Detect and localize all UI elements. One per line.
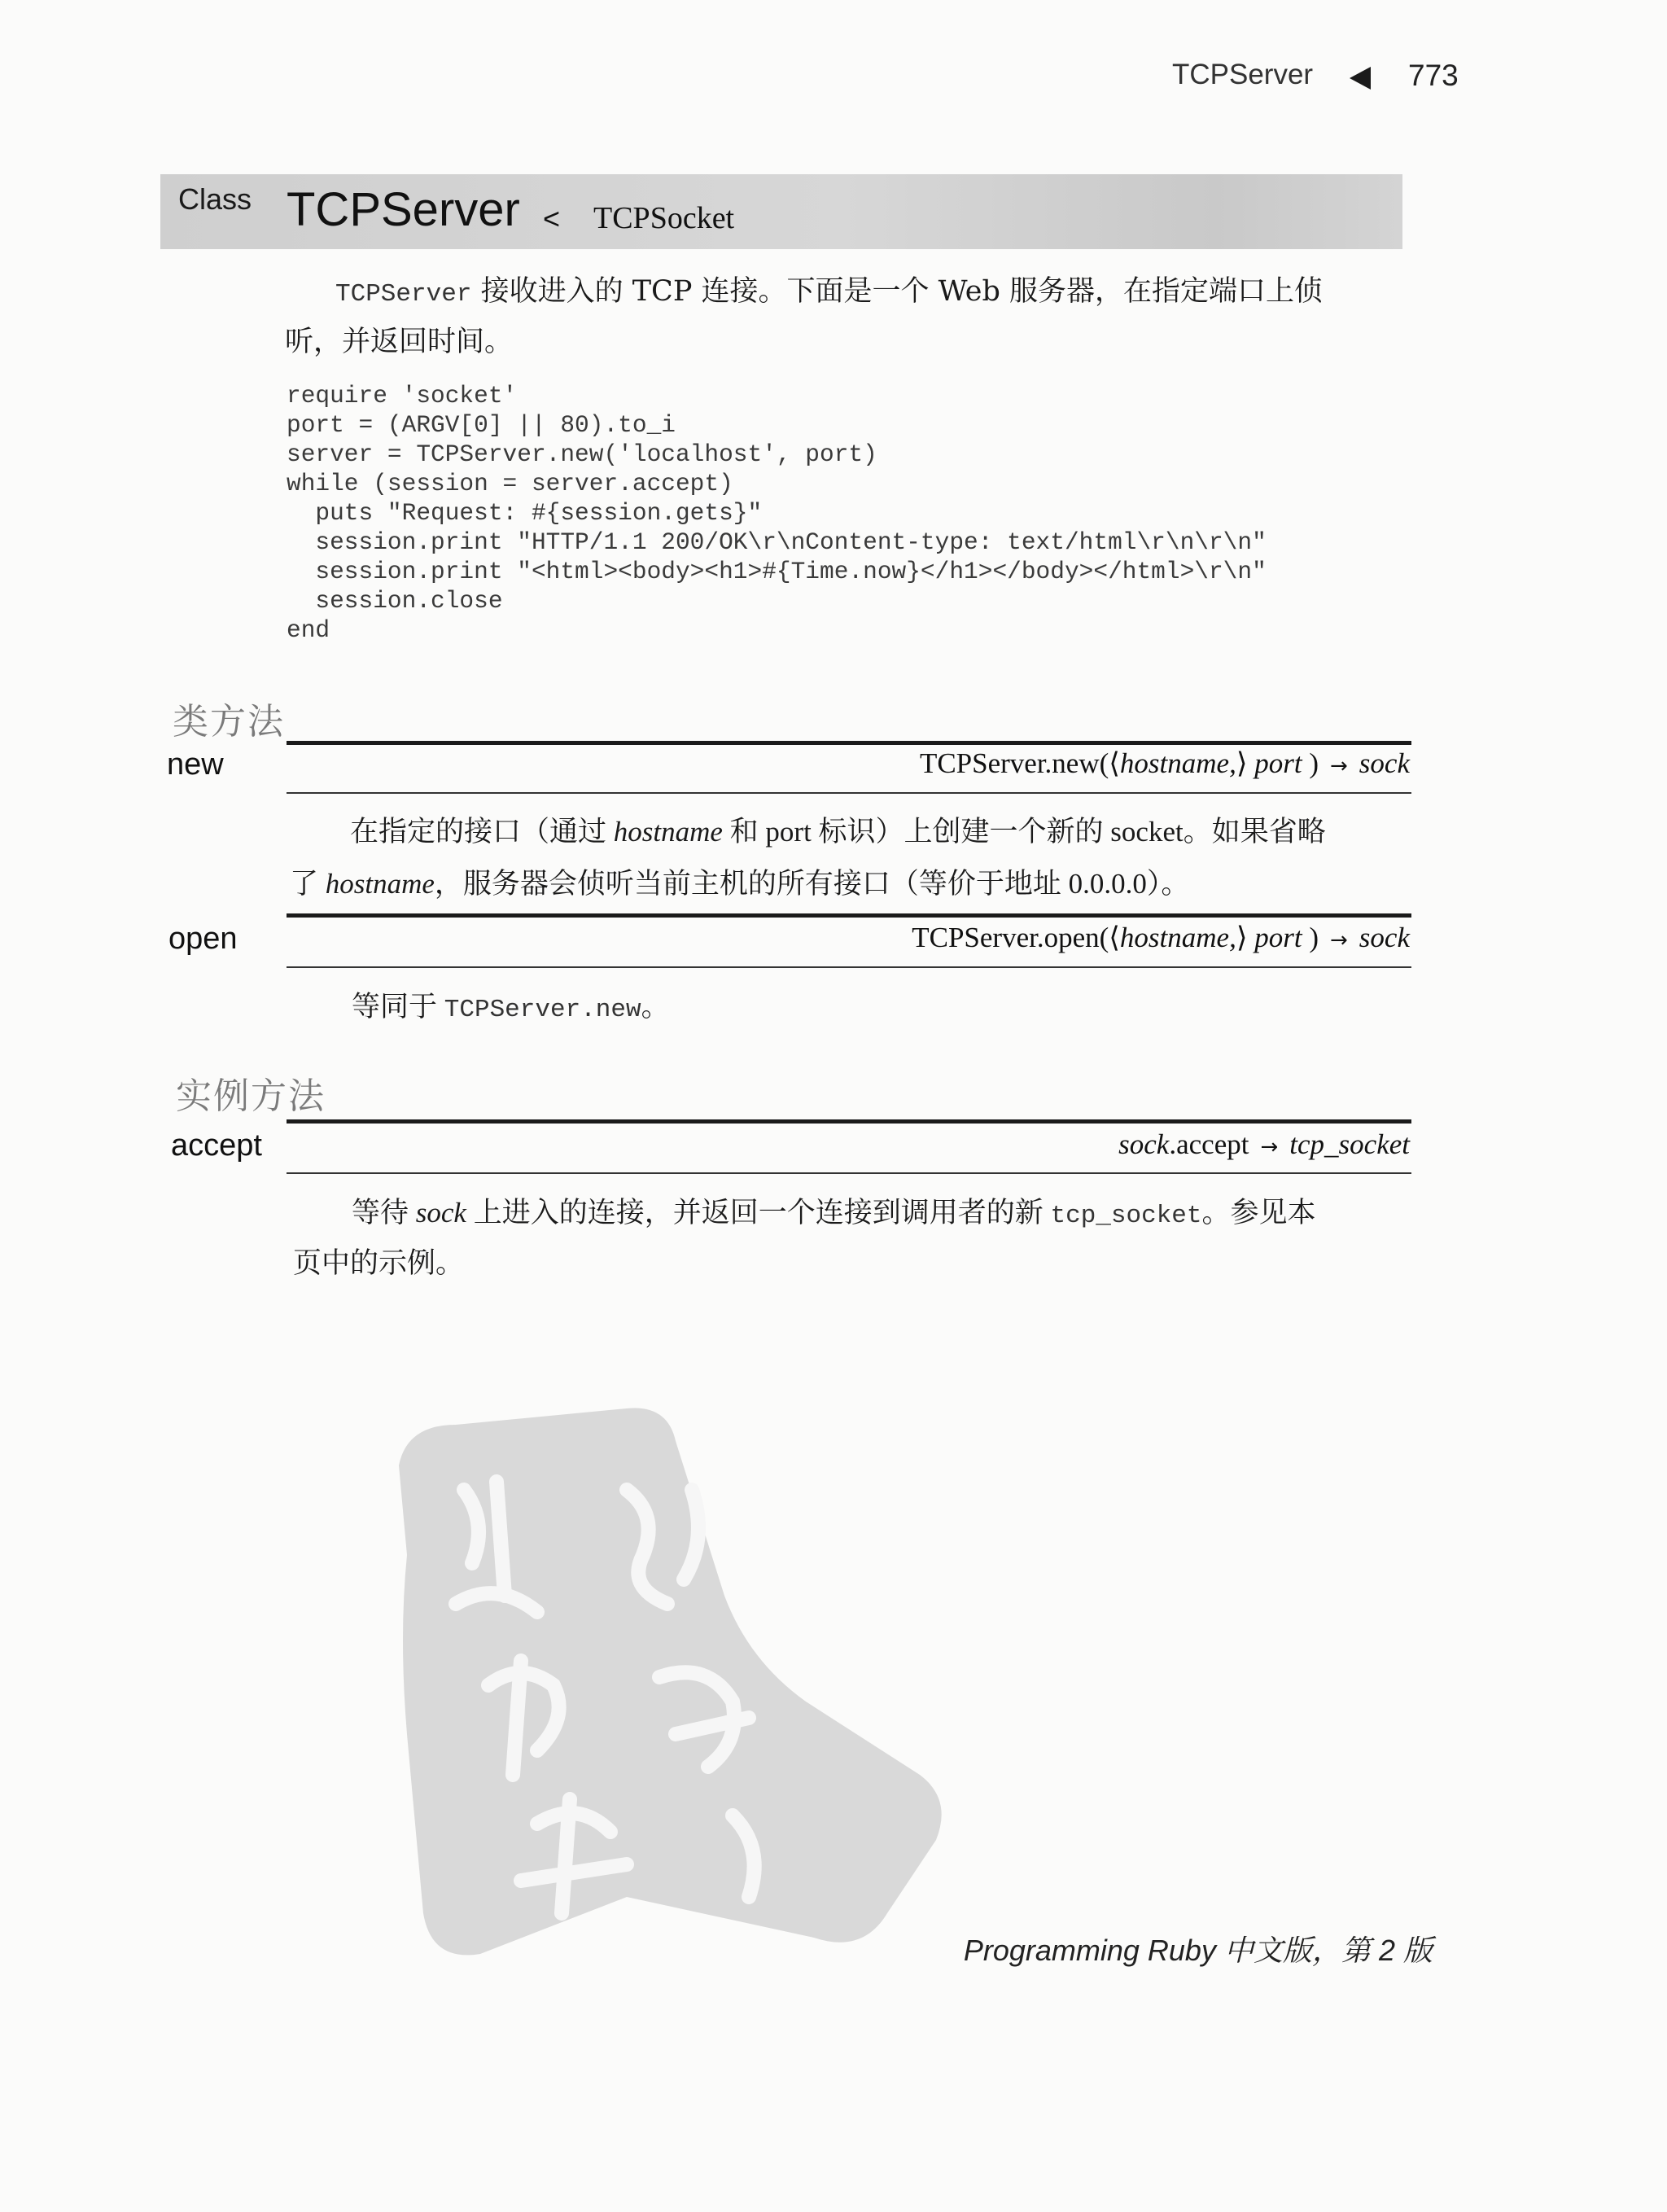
desc-text: 和 port 标识）上创建一个新的 socket。如果省略 xyxy=(722,816,1326,848)
page-number: 773 xyxy=(1408,59,1459,92)
sig-prefix: TCPServer.new( xyxy=(919,747,1109,779)
page-marker-triangle-icon xyxy=(1350,67,1371,90)
code-line: while (session = server.accept) xyxy=(287,470,733,497)
accept-desc-line-2 xyxy=(293,1237,464,1290)
desc-hostname: hostname xyxy=(613,816,723,848)
method-rule xyxy=(287,913,1411,918)
class-label: Class xyxy=(178,182,252,216)
class-banner xyxy=(160,174,1402,249)
method-signature-accept xyxy=(287,1128,1410,1161)
sig-receiver: sock xyxy=(1118,1128,1170,1160)
desc-text: 在指定的接口（通过 xyxy=(350,816,614,848)
desc-code: tcp_socket xyxy=(1050,1202,1202,1230)
instance-methods-heading: 实例方法 xyxy=(176,1075,326,1117)
desc-text: 。参见本 xyxy=(1201,1197,1316,1229)
sig-close-bracket: ⟩ xyxy=(1236,747,1248,779)
accept-desc-line-1 xyxy=(352,1187,1426,1242)
class-name: TCPServer xyxy=(287,183,520,236)
desc-hostname: hostname xyxy=(325,868,435,900)
new-desc-line-2 xyxy=(290,858,1429,910)
running-header xyxy=(1172,59,1461,99)
sig-method: .accept xyxy=(1169,1128,1249,1160)
intro-line-1 xyxy=(335,265,1426,321)
desc-text: 等待 xyxy=(352,1197,416,1229)
inherits-symbol: < xyxy=(543,202,561,235)
section-rule xyxy=(287,741,1411,745)
signature-rule xyxy=(287,792,1411,794)
sig-hostname: hostname, xyxy=(1119,922,1236,953)
desc-text: 了 xyxy=(290,868,326,900)
method-signature-open xyxy=(287,922,1410,954)
desc-text: 等同于 xyxy=(352,991,444,1023)
code-block xyxy=(287,381,1426,645)
sig-result: sock xyxy=(1359,922,1410,953)
method-name-new: new xyxy=(167,747,224,782)
code-line: server = TCPServer.new('localhost', port) xyxy=(287,440,877,468)
desc-text: ，服务器会侦听当前主机的所有接口（等价于地址 0.0.0.0）。 xyxy=(434,868,1190,900)
method-name-open: open xyxy=(168,922,238,956)
intro-code-term: TCPServer xyxy=(335,280,472,309)
code-line: puts "Request: #{session.gets}" xyxy=(287,499,763,527)
desc-text: 上进入的连接，并返回一个连接到调用者的新 xyxy=(466,1197,1051,1229)
code-line: require 'socket' xyxy=(287,382,518,410)
method-name-accept: accept xyxy=(171,1128,262,1163)
code-line: session.print "<html><body><h1>#{Time.now}</h1></body></html>\r\n" xyxy=(287,558,1267,585)
sig-port: port xyxy=(1247,747,1302,779)
class-methods-heading: 类方法 xyxy=(173,701,285,742)
code-line: port = (ARGV[0] || 80).to_i xyxy=(287,411,676,439)
sig-open-bracket: ⟨ xyxy=(1109,747,1120,779)
sig-result: sock xyxy=(1359,747,1410,779)
footer: Programming Ruby 中文版，第 2 版 xyxy=(963,1934,1433,1967)
desc-text: 。 xyxy=(641,991,670,1023)
intro-line-2 xyxy=(285,316,1424,368)
open-desc xyxy=(352,981,670,1036)
right-arrow-icon: → xyxy=(1330,754,1348,778)
new-desc-line-1 xyxy=(350,806,1424,858)
superclass-name: TCPSocket xyxy=(593,201,735,235)
sig-result: tcp_socket xyxy=(1289,1128,1410,1160)
sig-paren: ) xyxy=(1302,747,1319,779)
method-signature-new xyxy=(287,747,1410,780)
sig-prefix: TCPServer.open( xyxy=(912,922,1109,953)
code-line: session.close xyxy=(287,587,503,615)
desc-text: 页中的示例。 xyxy=(293,1247,465,1279)
sig-port: port xyxy=(1247,922,1302,953)
right-arrow-icon: → xyxy=(1330,928,1348,953)
code-line: session.print "HTTP/1.1 200/OK\r\nContent-type: text/html\r\n\r\n" xyxy=(287,528,1267,556)
right-arrow-icon: → xyxy=(1260,1135,1279,1159)
intro-text-2: 听，并返回时间。 xyxy=(285,326,514,358)
sig-open-bracket: ⟨ xyxy=(1109,922,1120,953)
seal-stamp-watermark xyxy=(383,1392,952,1962)
desc-sock: sock xyxy=(415,1197,466,1229)
section-rule xyxy=(287,1119,1411,1124)
sig-paren: ) xyxy=(1302,922,1319,953)
running-title: TCPServer xyxy=(1172,59,1314,90)
signature-rule xyxy=(287,1172,1411,1174)
code-line: end xyxy=(287,616,330,644)
sig-close-bracket: ⟩ xyxy=(1236,922,1248,953)
desc-code: TCPServer.new xyxy=(444,996,641,1024)
signature-rule xyxy=(287,966,1411,968)
intro-text-1: 接收进入的 TCP 连接。下面是一个 Web 服务器，在指定端口上侦 xyxy=(471,275,1323,308)
sig-hostname: hostname, xyxy=(1119,747,1236,779)
